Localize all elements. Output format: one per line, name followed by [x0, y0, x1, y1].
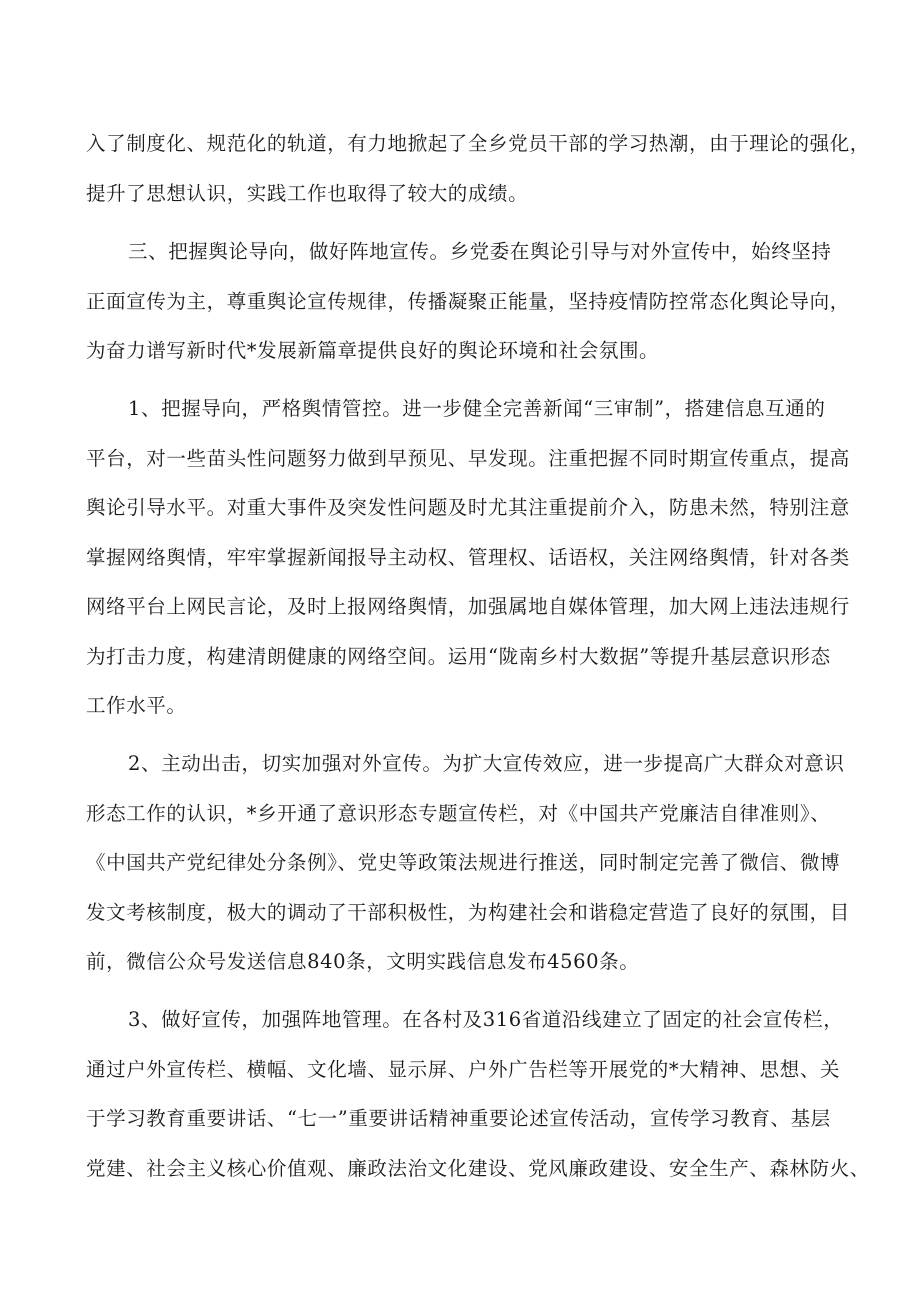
text-line: 于学习教育重要讲话、“七一”重要讲话精神重要论述宣传活动，宣传学习教育、基层: [86, 1107, 831, 1130]
text-line: 前，微信公众号发送信息840条，文明实践信息发布4560条。: [86, 950, 640, 973]
text-line: 《中国共产党纪律处分条例》、党史等政策法规进行推送，同时制定完善了微信、微博: [86, 851, 841, 874]
text-line: 党建、社会主义核心价值观、廉政法治文化建设、党风廉政建设、安全生产、森林防火、: [86, 1157, 870, 1180]
text-line: 为奋力谱写新时代*发展新篇章提供良好的舆论环境和社会氛围。: [86, 339, 660, 362]
text-line: 入了制度化、规范化的轨道，有力地掀起了全乡党员干部的学习热潮，由于理论的强化，: [86, 132, 870, 155]
section-heading-line: 三、把握舆论导向，做好阵地宣传。乡党委在舆论引导与对外宣传中，始终坚持: [128, 240, 832, 263]
text-line: 形态工作的认识，*乡开通了意识形态专题宣传栏，对《中国共产党廉洁自律准则》、: [86, 802, 831, 825]
item-heading-line: 2、主动出击，切实加强对外宣传。为扩大宣传效应，进一步提高广大群众对意识: [128, 752, 845, 775]
text-line: 为打击力度，构建清朗健康的网络空间。运用“陇南乡村大数据”等提升基层意识形态: [86, 645, 831, 668]
text-line: 网络平台上网民言论，及时上报网络舆情，加强属地自媒体管理，加大网上违法违规行: [86, 595, 850, 618]
text-line: 正面宣传为主，尊重舆论宣传规律，传播凝聚正能量，坚持疫情防控常态化舆论导向，: [86, 290, 850, 313]
text-line: 舆论引导水平。对重大事件及突发性问题及时尤其注重提前介入，防患未然，特别注意: [86, 496, 850, 519]
item-heading-line: 3、做好宣传，加强阵地管理。在各村及316省道沿线建立了固定的社会宣传栏，: [128, 1008, 844, 1031]
text-line: 提升了思想认识，实践工作也取得了较大的成绩。: [86, 182, 529, 205]
text-line: 通过户外宣传栏、横幅、文化墙、显示屏、户外广告栏等开展党的*大精神、思想、关: [86, 1058, 841, 1081]
text-line: 发文考核制度，极大的调动了干部积极性，为构建社会和谐稳定营造了良好的氛围，目: [86, 901, 850, 924]
item-heading-line: 1、把握导向，严格舆情管控。进一步健全完善新闻“三审制”，搭建信息互通的: [128, 397, 826, 420]
text-line: 工作水平。: [86, 694, 187, 717]
text-line: 平台，对一些苗头性问题努力做到早预见、早发现。注重把握不同时期宣传重点，提高: [86, 447, 850, 470]
text-line: 掌握网络舆情，牢牢掌握新闻报导主动权、管理权、话语权，关注网络舆情，针对各类: [86, 546, 850, 569]
